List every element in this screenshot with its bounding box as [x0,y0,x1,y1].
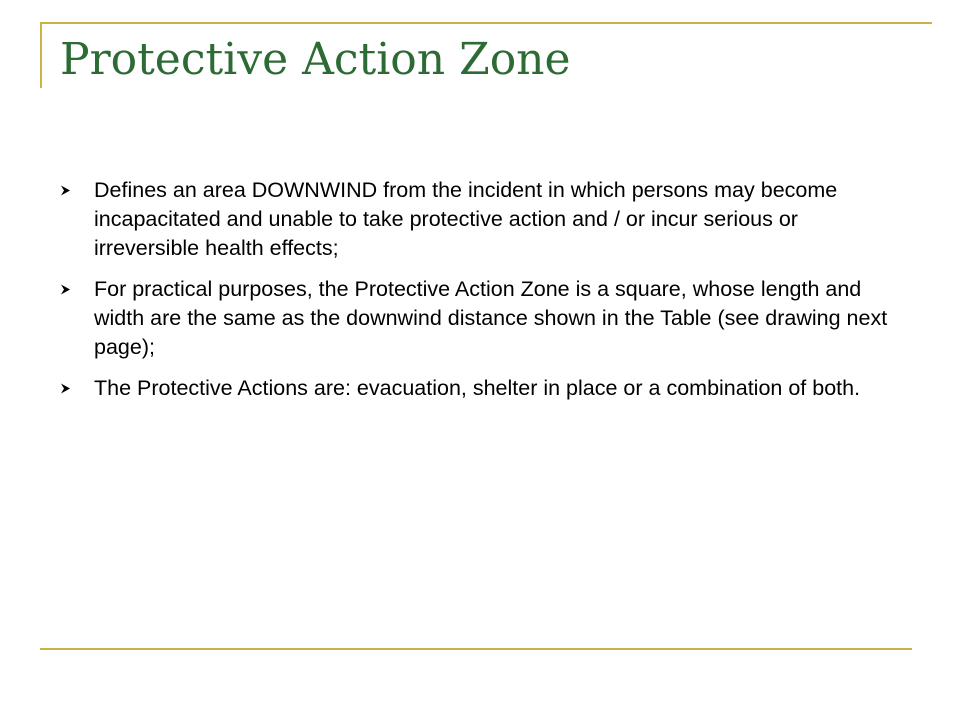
bullet-list [60,176,900,415]
arrowhead-bullet-icon [60,185,71,196]
bullet-item [60,374,900,403]
slide-title: Protective Action Zone [60,34,571,85]
bullet-item [60,275,900,362]
left-border-line [40,22,42,88]
arrowhead-bullet-icon [60,284,71,295]
top-border-line [40,22,932,24]
bullet-text: For practical purposes, the Protective Action Zone is a square, whose length and width are the same as the downwind distance shown in the Table (see drawing next page); [94,277,888,359]
arrowhead-bullet-icon [60,383,71,394]
bottom-border-line [40,648,912,650]
bullet-text: The Protective Actions are: evacuation, shelter in place or a combination of both. [94,376,861,400]
bullet-text: Defines an area DOWNWIND from the incident in which persons may become incapacitated and unable to take protective action and / or incur serious or irreversible health effects; [94,178,838,260]
bullet-item [60,176,900,263]
